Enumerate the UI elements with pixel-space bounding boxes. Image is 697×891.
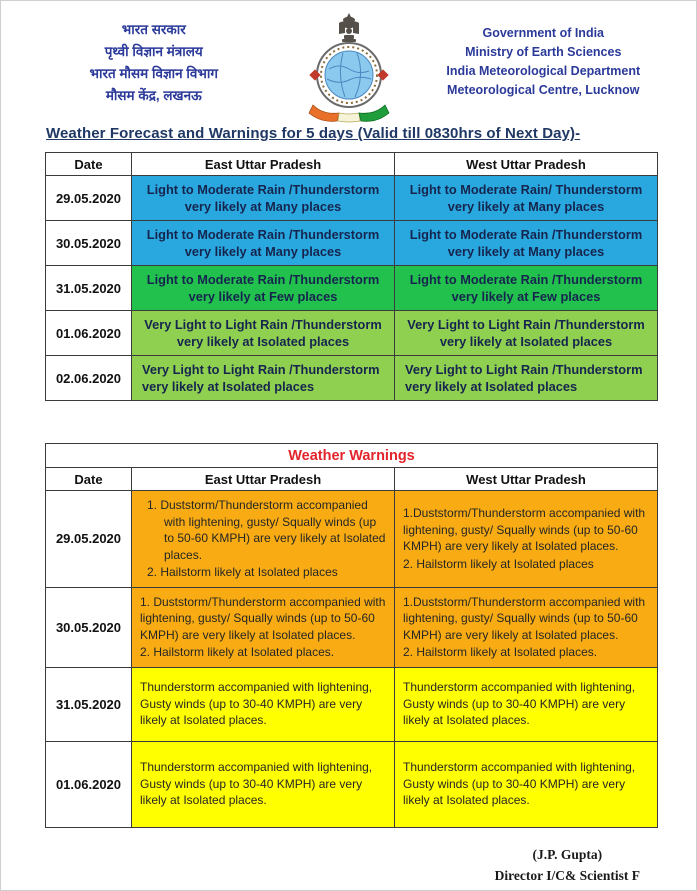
date-cell: 29.05.2020 bbox=[46, 176, 132, 221]
forecast-cell-west bbox=[395, 356, 658, 401]
forecast-row-3105 bbox=[46, 266, 658, 311]
forecast-text-line: very likely at Isolated places bbox=[405, 379, 578, 394]
signature-block bbox=[1, 844, 640, 886]
warning-item: 1. Duststorm/Thunderstorm accompanied with lightening, gusty/ Squally winds (up to 50-60 KMPH) are very likely at Isolated places. bbox=[147, 498, 386, 562]
warning-item: 1. Duststorm/Thunderstorm accompanied with lightening, gusty/ Squally winds (up to 50-60 KMPH) are very likely at Isolated places. bbox=[140, 594, 386, 642]
forecast-text-line: very likely at Isolated places bbox=[142, 379, 315, 394]
section-spacer bbox=[1, 401, 696, 443]
warnings-cell-west bbox=[395, 587, 658, 667]
warning-item: Thunderstorm accompanied with lightening, Gusty winds (up to 30-40 KMPH) are very likely at Isolated places. bbox=[403, 680, 636, 728]
warning-item: 2. Hailstorm likely at Isolated places bbox=[147, 565, 338, 579]
hindi-line-centre: मौसम केंद्र, लखनऊ bbox=[105, 88, 202, 103]
warnings-row-3105 bbox=[46, 667, 658, 741]
forecast-row-0106 bbox=[46, 311, 658, 356]
date-cell: 29.05.2020 bbox=[46, 491, 132, 588]
forecast-text-line: very likely at Isolated places bbox=[439, 334, 613, 349]
date-cell: 02.06.2020 bbox=[46, 356, 132, 401]
warnings-cell-west bbox=[395, 667, 658, 741]
hindi-line-ministry: पृथ्वी विज्ञान मंत्रालय bbox=[104, 44, 203, 59]
forecast-col-date: Date bbox=[46, 153, 132, 176]
forecast-row-2905 bbox=[46, 176, 658, 221]
warnings-cell-east bbox=[132, 667, 395, 741]
english-line-centre: Meteorological Centre, Lucknow bbox=[447, 83, 640, 97]
forecast-cell-east bbox=[132, 311, 395, 356]
forecast-text-line: very likely at Many places bbox=[447, 199, 605, 214]
forecast-cell-west bbox=[395, 266, 658, 311]
forecast-row-0206 bbox=[46, 356, 658, 401]
forecast-cell-east bbox=[132, 176, 395, 221]
warning-item: 2. Hailstorm likely at Isolated places. bbox=[403, 645, 598, 659]
warning-item: 1.Duststorm/Thunderstorm accompanied with lightening, gusty/ Squally winds (up to 50-60 KMPH) are very likely at Isolated places. bbox=[403, 506, 646, 554]
warnings-title-row bbox=[46, 444, 658, 468]
warnings-row-2905 bbox=[46, 491, 658, 588]
forecast-text-line: very likely at Many places bbox=[184, 199, 342, 214]
warning-item: 2. Hailstorm likely at Isolated places. bbox=[140, 645, 335, 659]
warnings-title: Weather Warnings bbox=[46, 444, 658, 468]
english-line-govt: Government of India bbox=[482, 26, 605, 40]
warnings-cell-east bbox=[132, 741, 395, 827]
warnings-table bbox=[45, 443, 658, 828]
warnings-cell-east bbox=[132, 491, 395, 588]
signatory-designation: Director I/C& Scientist F bbox=[494, 867, 640, 883]
forecast-text-line: Light to Moderate Rain /Thunderstorm bbox=[409, 272, 643, 287]
forecast-table bbox=[45, 152, 658, 401]
forecast-text-line: Very Light to Light Rain /Thunderstorm bbox=[142, 362, 380, 377]
forecast-cell-west bbox=[395, 176, 658, 221]
forecast-text-line: very likely at Isolated places bbox=[176, 334, 350, 349]
forecast-text-line: very likely at Few places bbox=[451, 289, 601, 304]
forecast-text-line: Very Light to Light Rain /Thunderstorm bbox=[407, 317, 645, 332]
forecast-text-line: Light to Moderate Rain/ Thunderstorm bbox=[409, 182, 643, 197]
warnings-cell-east bbox=[132, 587, 395, 667]
forecast-col-west: West Uttar Pradesh bbox=[395, 153, 658, 176]
warning-item: 2. Hailstorm likely at Isolated places bbox=[403, 556, 594, 571]
forecast-text-line: Very Light to Light Rain /Thunderstorm bbox=[144, 317, 382, 332]
date-cell: 30.05.2020 bbox=[46, 221, 132, 266]
signatory-name: (J.P. Gupta) bbox=[532, 846, 603, 862]
forecast-text-line: very likely at Many places bbox=[184, 244, 342, 259]
letterhead bbox=[1, 1, 696, 117]
warnings-row-0106 bbox=[46, 741, 658, 827]
warnings-header-row bbox=[46, 468, 658, 491]
forecast-text-line: Light to Moderate Rain /Thunderstorm bbox=[146, 272, 380, 287]
imd-emblem-logo bbox=[293, 11, 405, 123]
english-line-department: India Meteorological Department bbox=[446, 64, 641, 78]
warnings-col-date: Date bbox=[46, 468, 132, 491]
hindi-line-govt: भारत सरकार bbox=[121, 22, 186, 37]
date-cell: 30.05.2020 bbox=[46, 587, 132, 667]
date-cell: 31.05.2020 bbox=[46, 266, 132, 311]
warnings-row-3005 bbox=[46, 587, 658, 667]
letterhead-english-block bbox=[405, 11, 683, 100]
warnings-col-east: East Uttar Pradesh bbox=[132, 468, 395, 491]
forecast-cell-east bbox=[132, 266, 395, 311]
date-cell: 31.05.2020 bbox=[46, 667, 132, 741]
forecast-cell-east bbox=[132, 356, 395, 401]
forecast-text-line: Light to Moderate Rain /Thunderstorm bbox=[409, 227, 643, 242]
warning-item: Thunderstorm accompanied with lightening, Gusty winds (up to 30-40 KMPH) are very likely at Isolated places. bbox=[140, 680, 373, 728]
warnings-cell-west bbox=[395, 741, 658, 827]
forecast-cell-west bbox=[395, 221, 658, 266]
date-cell: 01.06.2020 bbox=[46, 311, 132, 356]
forecast-text-line: Light to Moderate Rain /Thunderstorm bbox=[146, 182, 380, 197]
warning-item: Thunderstorm accompanied with lightening, Gusty winds (up to 30-40 KMPH) are very likely at Isolated places. bbox=[140, 760, 373, 808]
english-line-ministry: Ministry of Earth Sciences bbox=[465, 45, 622, 59]
warning-item: 1.Duststorm/Thunderstorm accompanied with lightening, gusty/ Squally winds (up to 50-60 KMPH) are very likely at Isolated places. bbox=[403, 594, 646, 642]
hindi-line-department: भारत मौसम विज्ञान विभाग bbox=[89, 66, 218, 81]
forecast-header-row bbox=[46, 153, 658, 176]
forecast-text-line: very likely at Many places bbox=[447, 244, 605, 259]
page-title: Weather Forecast and Warnings for 5 days (Valid till 0830hrs of Next Day)- bbox=[46, 125, 581, 142]
warning-item: Thunderstorm accompanied with lightening, Gusty winds (up to 30-40 KMPH) are very likely at Isolated places. bbox=[403, 760, 636, 808]
warnings-col-west: West Uttar Pradesh bbox=[395, 468, 658, 491]
forecast-text-line: very likely at Few places bbox=[188, 289, 338, 304]
forecast-col-east: East Uttar Pradesh bbox=[132, 153, 395, 176]
date-cell: 01.06.2020 bbox=[46, 741, 132, 827]
warnings-cell-west bbox=[395, 491, 658, 588]
forecast-cell-east bbox=[132, 221, 395, 266]
forecast-cell-west bbox=[395, 311, 658, 356]
forecast-row-3005 bbox=[46, 221, 658, 266]
letterhead-hindi-block bbox=[15, 11, 293, 107]
forecast-text-line: Light to Moderate Rain /Thunderstorm bbox=[146, 227, 380, 242]
imd-emblem-icon bbox=[303, 11, 395, 123]
forecast-text-line: Very Light to Light Rain /Thunderstorm bbox=[405, 362, 643, 377]
